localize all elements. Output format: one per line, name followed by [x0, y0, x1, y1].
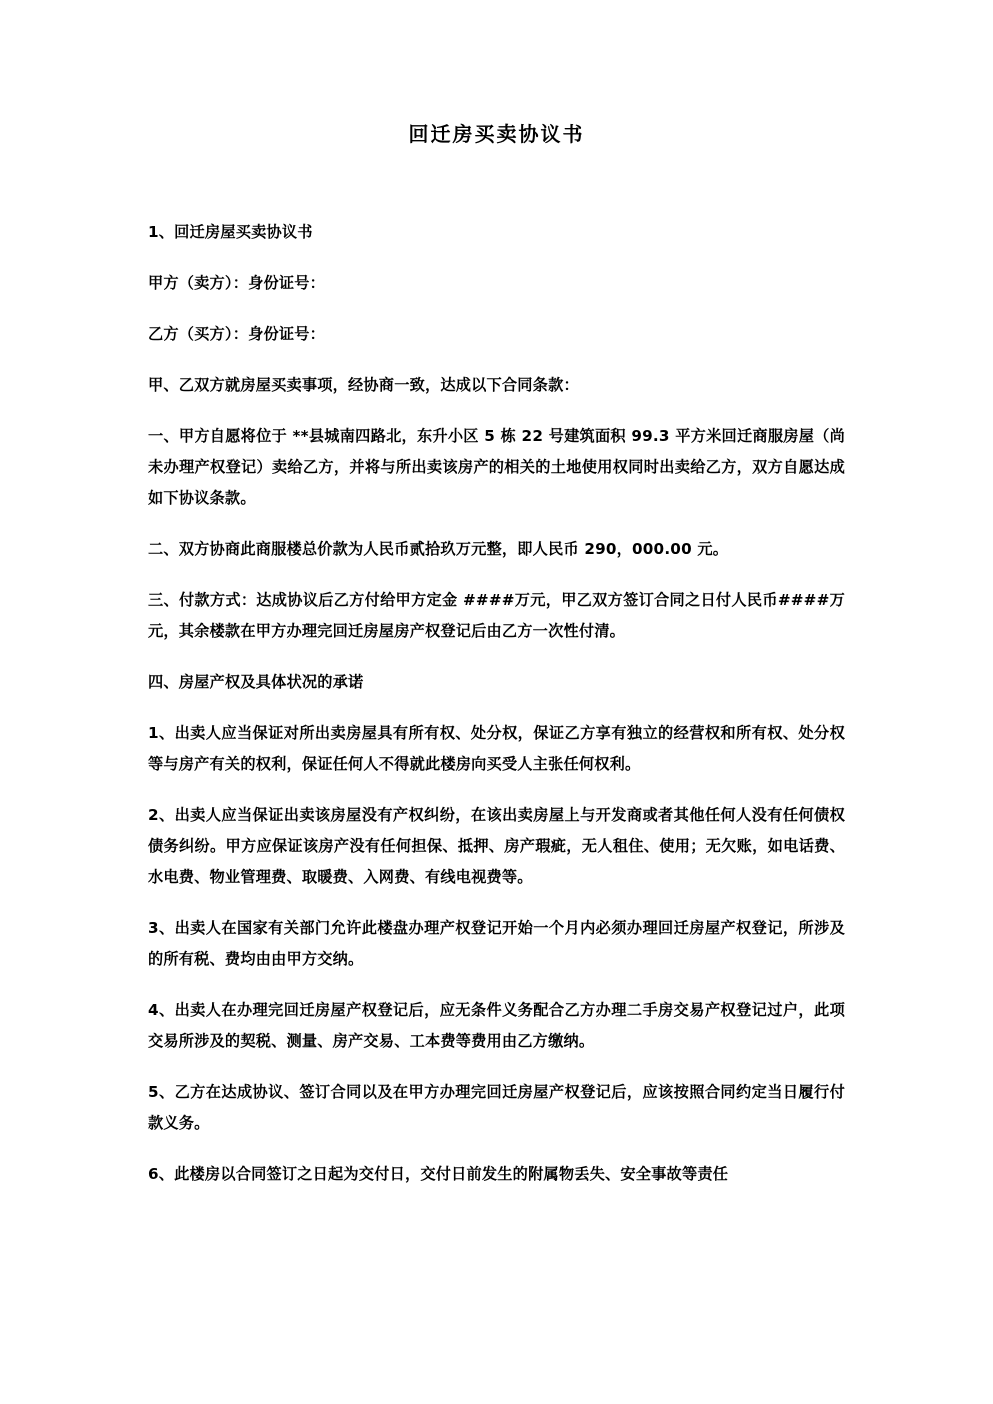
paragraph-buyer-line: 乙方（买方）：身份证号：	[148, 325, 326, 343]
paragraph-item-3: 3、出卖人在国家有关部门允许此楼盘办理产权登记开始一个月内必须办理回迁房屋产权登记，所涉及的所有税、费均由由甲方交纳。	[148, 919, 845, 968]
paragraph-item-4: 4、出卖人在办理完回迁房屋产权登记后，应无条件义务配合乙方办理二手房交易产权登记过户，此项交易所涉及的契税、测量、房产交易、工本费等费用由乙方缴纳。	[148, 1001, 845, 1050]
paragraph-item-6: 6、此楼房以合同签订之日起为交付日，交付日前发生的附属物丢失、安全事故等责任	[148, 1165, 729, 1183]
paragraph-clause-1: 一、甲方自愿将位于 **县城南四路北，东升小区 5 栋 22 号建筑面积 99.3 平方米回迁商服房屋（尚未办理产权登记）卖给乙方，并将与所出卖该房产的相关的土地使用权同时出卖给乙方，双方自愿达成如下协议条款。	[148, 427, 845, 507]
paragraph-item-5: 5、乙方在达成协议、签订合同以及在甲方办理完回迁房屋产权登记后，应该按照合同约定当日履行付款义务。	[148, 1083, 845, 1132]
paragraph-clause-4: 四、房屋产权及具体状况的承诺	[148, 673, 364, 691]
paragraph-item-1: 1、出卖人应当保证对所出卖房屋具有所有权、处分权，保证乙方享有独立的经营权和所有权、处分权等与房产有关的权利，保证任何人不得就此楼房向买受人主张任何权利。	[148, 724, 845, 773]
paragraph-1: 1、回迁房屋买卖协议书	[148, 223, 313, 241]
page-title: 回迁房买卖协议书	[408, 122, 585, 146]
paragraph-agreement-intro: 甲、乙双方就房屋买卖事项，经协商一致，达成以下合同条款：	[148, 376, 579, 394]
paragraph-seller-line: 甲方（卖方）：身份证号：	[148, 274, 326, 292]
paragraph-clause-3: 三、付款方式：达成协议后乙方付给甲方定金 ####万元，甲乙双方签订合同之日付人民币####万元，其余楼款在甲方办理完回迁房屋房产权登记后由乙方一次性付清。	[148, 591, 845, 640]
paragraph-item-2: 2、出卖人应当保证出卖该房屋没有产权纠纷，在该出卖房屋上与开发商或者其他任何人没有任何债权债务纠纷。甲方应保证该房产没有任何担保、抵押、房产瑕疵，无人租住、使用；无欠账，如电话费、水电费、物业管理费、取暖费、入网费、有线电视费等。	[148, 806, 845, 886]
document-body	[148, 217, 845, 1190]
paragraph-clause-2: 二、双方协商此商服楼总价款为人民币贰拾玖万元整，即人民币 290，000.00 元。	[148, 540, 729, 558]
